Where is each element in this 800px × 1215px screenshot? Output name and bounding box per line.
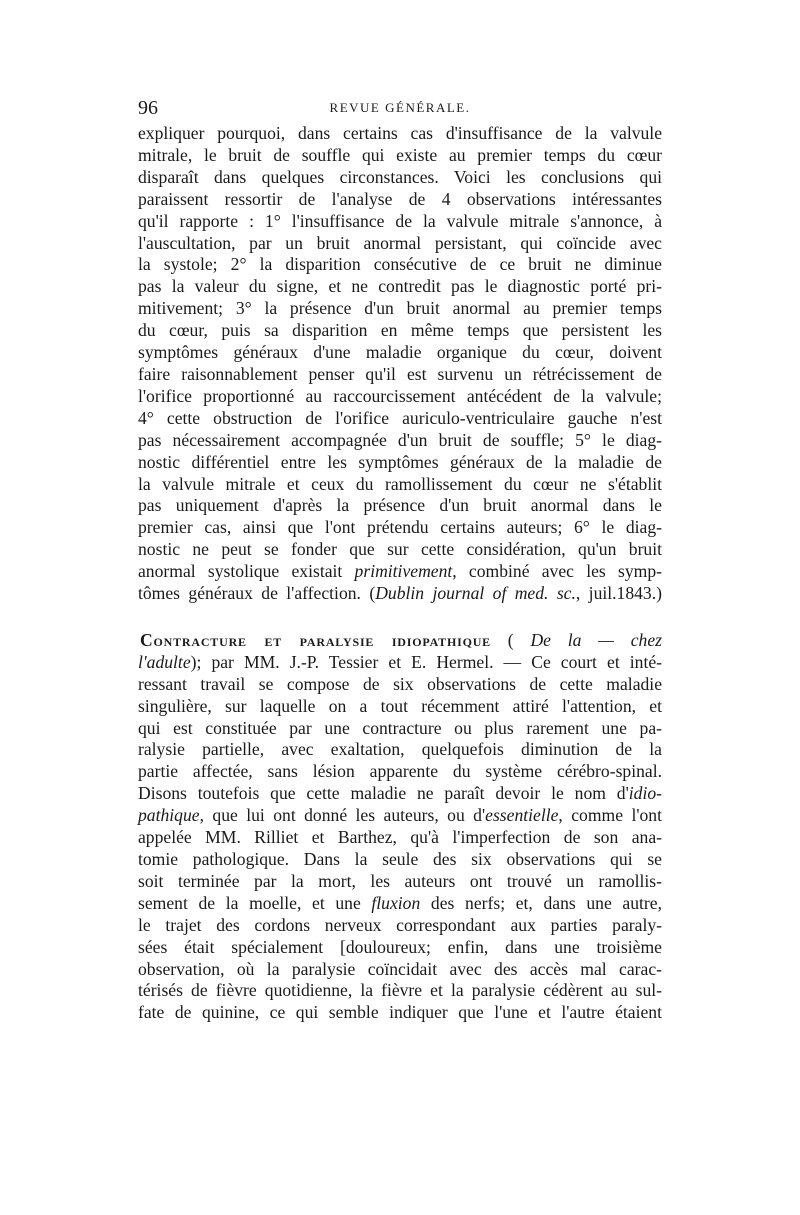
text-line: symptômes généraux d'une maladie organique du cœur, doivent — [138, 342, 662, 363]
text-line: singulière, sur laquelle on a tout récemment attiré l'attention, et — [138, 695, 662, 716]
text-line — [138, 805, 662, 827]
text-line — [138, 583, 662, 605]
citation-journal: Dublin journal of med. sc. — [375, 583, 576, 604]
text-line: ralysie partielle, avec exaltation, quelquefois diminution de la — [138, 739, 662, 760]
text-line — [138, 652, 662, 674]
italic-term: essentielle — [485, 805, 559, 826]
text-line — [138, 630, 662, 652]
book-page — [138, 97, 662, 1024]
text-line: expliquer pourquoi, dans certains cas d'insuffisance de la valvule — [138, 123, 662, 143]
section-title: Contracture et paralysie idiopathique — [140, 629, 491, 650]
text-run: ); par MM. J.-P. Tessier et E. Hermel. — Ce court et inté- — [190, 651, 662, 672]
text-line: pas uniquement d'après la présence d'un bruit anormal dans le — [138, 495, 662, 516]
italic-term: primitivement, — [354, 561, 457, 582]
text-line: observation, où la paralysie coïncidait avec des accès mal carac- — [138, 958, 662, 979]
text-line: tomie pathologique. Dans la seule des six observations qui se — [138, 849, 662, 869]
text-run: sement de la moelle, et une — [138, 892, 372, 913]
text-line: qu'il rapporte : 1° l'insuffisance de la valvule mitrale s'annonce, à — [138, 210, 662, 231]
text-line: partie affectée, sans lésion apparente du système cérébro-spinal. — [138, 761, 662, 782]
italic-term: pathique — [138, 805, 200, 826]
text-line: paraissent ressortir de l'analyse de 4 observations intéressantes — [138, 188, 662, 209]
text-run: Disons toutefois que cette maladie ne paraît devoir le nom d' — [138, 783, 629, 804]
text-line: mitrale, le bruit de souffle qui existe au premier temps du cœur — [138, 144, 662, 165]
text-run: ( — [491, 629, 531, 650]
text-line: l'orifice proportionné au raccourcissement antécédent de la valvule; — [138, 385, 662, 406]
text-line: le trajet des cordons nerveux correspondant aux parties paraly- — [138, 914, 662, 935]
text-run: des nerfs; et, dans une autre, — [420, 892, 662, 913]
text-line — [138, 783, 662, 805]
running-title: REVUE GÉNÉRALE. — [329, 100, 471, 115]
text-line: 4° cette obstruction de l'orifice auriculo-ventriculaire gauche n'est — [138, 407, 662, 428]
text-line — [138, 561, 662, 583]
text-line: qui est constituée par une contracture ou plus rarement une pa- — [138, 717, 662, 738]
text-run: tômes généraux de l'affection. ( — [138, 583, 376, 604]
text-run: anormal systolique existait — [138, 561, 355, 582]
text-line: appelée MM. Rilliet et Barthez, qu'à l'imperfection de son ana- — [138, 827, 662, 848]
text-line: disparaît dans quelques circonstances. Voici les conclusions qui — [138, 166, 662, 187]
italic-term: De la — chez — [530, 629, 662, 650]
text-run: , que lui ont donné les auteurs, ou d' — [199, 805, 486, 826]
text-line: l'auscultation, par un bruit anormal persistant, qui coïncide avec — [138, 232, 662, 253]
text-line — [138, 893, 662, 915]
text-line: pas la valeur du signe, et ne contredit pas le diagnostic porté pri- — [138, 276, 662, 297]
italic-term: l'adulte — [138, 651, 191, 672]
text-line: nostic différentiel entre les symptômes généraux de la maladie de — [138, 451, 662, 472]
italic-term: fluxion — [371, 892, 421, 913]
text-run: , comme l'ont — [558, 805, 662, 826]
text-line: du cœur, puis sa disparition en même temps que persistent les — [138, 320, 662, 341]
text-line: mitivement; 3° la présence d'un bruit anormal au premier temps — [138, 298, 662, 319]
text-line: térisés de fièvre quotidienne, la fièvre et la paralysie cédèrent au sul- — [138, 980, 662, 1001]
text-line: la valvule mitrale et ceux du ramollissement du cœur ne s'établit — [138, 473, 662, 494]
text-line: premier cas, ainsi que l'ont prétendu certains auteurs; 6° le diag- — [138, 517, 662, 538]
text-line: nostic ne peut se fonder que sur cette considération, qu'un bruit — [138, 539, 662, 560]
text-line: fate de quinine, ce qui semble indiquer que l'une et l'autre étaient — [138, 1002, 662, 1023]
paragraph-contracture-paralysie — [138, 630, 662, 1024]
text-line: la systole; 2° la disparition consécutive de ce bruit ne diminue — [138, 254, 662, 275]
page-number: 96 — [138, 97, 158, 119]
text-run: combiné avec les symp- — [456, 561, 662, 582]
paragraph-valvule-mitrale — [138, 123, 662, 605]
text-line: faire raisonnablement penser qu'il est survenu un rétrécissement de — [138, 363, 662, 384]
text-line: sées était spécialement [douloureux; enfin, dans une troisième — [138, 936, 662, 957]
text-line: soit terminée par la mort, les auteurs ont trouvé un ramollis- — [138, 870, 662, 891]
text-line: pas nécessairement accompagnée d'un bruit de souffle; 5° le diag- — [138, 429, 662, 450]
citation-date: , juil.1843.) — [575, 583, 662, 604]
italic-term: idio- — [628, 783, 662, 804]
text-line: ressant travail se compose de six observations de cette maladie — [138, 673, 662, 694]
page-header — [138, 97, 662, 121]
